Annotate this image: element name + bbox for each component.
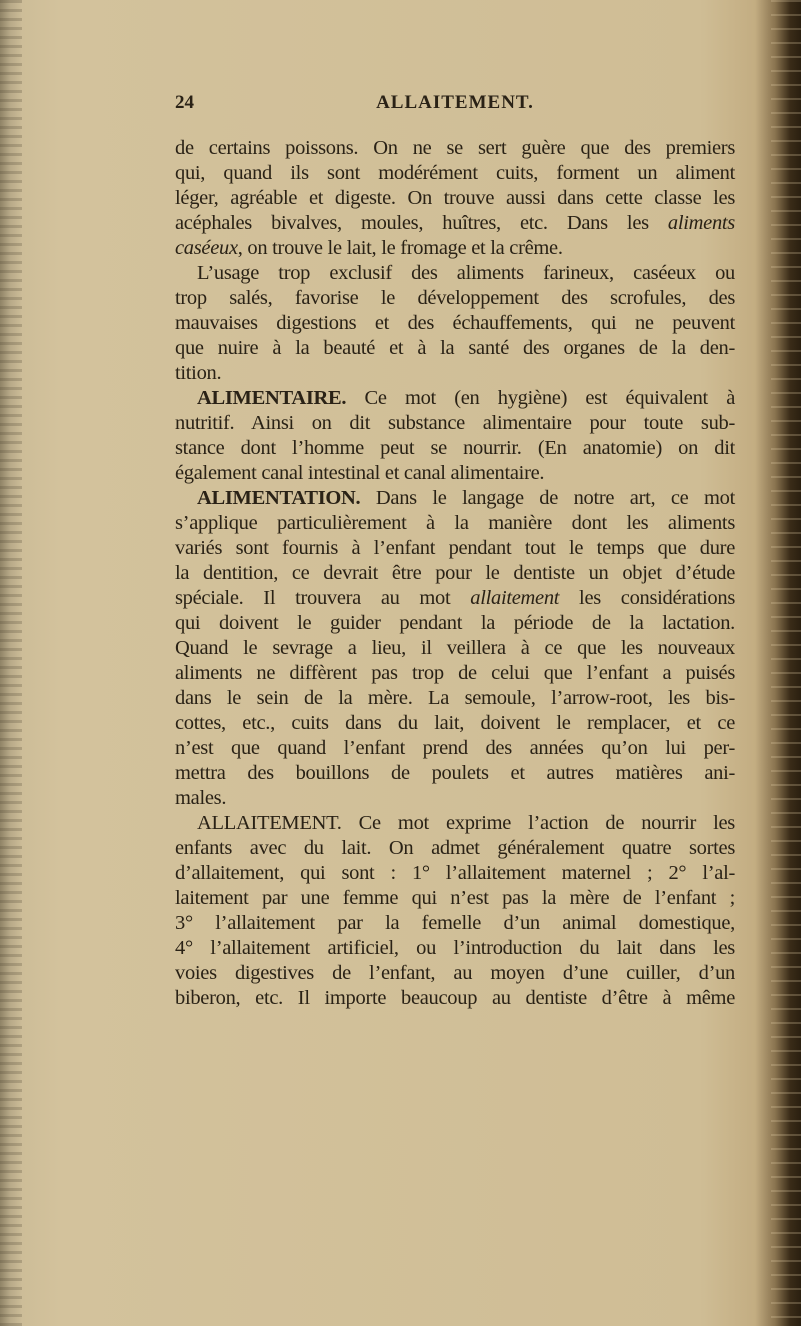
text-line [175, 836, 735, 861]
text-line [175, 311, 735, 336]
text-line [175, 611, 735, 636]
text-run: voies digestives de l’enfant, au moyen d’une cuiller, d’un [175, 962, 735, 984]
text-run: léger, agréable et digeste. On trouve aussi dans cette classe les [175, 187, 735, 209]
text-run: stance dont l’homme peut se nourrir. (En anatomie) on dit [175, 437, 735, 459]
text-run: variés sont fournis à l’enfant pendant tout le temps que dure [175, 537, 735, 559]
text-line [175, 711, 735, 736]
text-run: qui doivent le guider pendant la période de la lactation. [175, 612, 735, 634]
text-run: la dentition, ce devrait être pour le dentiste un objet d’étude [175, 562, 735, 584]
text-line [175, 986, 735, 1011]
text-run: , on trouve le lait, le fromage et la crême. [237, 237, 563, 259]
text-run: nutritif. Ainsi on dit substance alimentaire pour toute sub- [175, 412, 735, 434]
text-run: mettra des bouillons de poulets et autres matières ani- [175, 762, 735, 784]
text-line [175, 736, 735, 761]
text-run: dans le sein de la mère. La semoule, l’arrow-root, les bis- [175, 687, 735, 709]
text-line [175, 761, 735, 786]
text-line [175, 886, 735, 911]
text-line [175, 136, 735, 161]
running-title: ALLAITEMENT. [376, 92, 534, 113]
text-run: d’allaitement, qui sont : 1° l’allaitement maternel ; 2° l’al- [175, 862, 735, 884]
text-run: spéciale. Il trouvera au mot [175, 587, 471, 609]
text-line [175, 261, 735, 286]
text-line [175, 161, 735, 186]
text-line [175, 786, 735, 811]
text-run: n’est que quand l’enfant prend des années qu’on lui per- [175, 737, 735, 759]
italic-text: allaitement [470, 587, 560, 609]
text-run: qui, quand ils sont modérément cuits, forment un aliment [175, 162, 735, 184]
text-line [175, 811, 735, 836]
text-line [175, 486, 735, 511]
text-line [175, 586, 735, 611]
text-run: tition. [175, 362, 222, 384]
text-run: aliments ne diffèrent pas trop de celui que l’enfant a puisés [175, 662, 735, 684]
text-line [175, 511, 735, 536]
text-line [175, 636, 735, 661]
text-run: acéphales bivalves, moules, huîtres, etc. Dans les [175, 212, 668, 234]
text-line [175, 286, 735, 311]
text-line [175, 436, 735, 461]
text-line [175, 186, 735, 211]
italic-text: aliments [667, 212, 735, 234]
italic-text: caséeux [175, 237, 238, 259]
text-line [175, 386, 735, 411]
text-run: ALLAITEMENT. [197, 812, 342, 834]
entry-term: ALIMENTAIRE. [197, 387, 347, 409]
text-run: 4° l’allaitement artificiel, ou l’introduction du lait dans les [175, 937, 735, 959]
text-line [175, 686, 735, 711]
text-run: enfants avec du lait. On admet généralement quatre sortes [175, 837, 735, 859]
text-run: mauvaises digestions et des échauffements, qui ne peuvent [175, 312, 735, 334]
text-line [175, 461, 735, 486]
text-run: également canal intestinal et canal alimentaire. [175, 462, 545, 484]
text-run: Ce mot (en hygiène) est équivalent à [346, 387, 735, 409]
text-line [175, 536, 735, 561]
text-run: Dans le langage de notre art, ce mot [360, 487, 735, 509]
text-run: de certains poissons. On ne se sert guère que des premiers [175, 137, 735, 159]
text-run: L’usage trop exclusif des aliments farineux, caséeux ou [197, 262, 735, 284]
text-run: s’applique particulièrement à la manière dont les aliments [175, 512, 735, 534]
text-run: laitement par une femme qui n’est pas la mère de l’enfant ; [175, 887, 735, 909]
book-binding-edge [0, 0, 22, 1326]
text-run: males. [175, 787, 227, 809]
text-line [175, 861, 735, 886]
text-run: que nuire à la beauté et à la santé des organes de la den- [175, 337, 735, 359]
entry-term: ALIMENTATION. [197, 487, 361, 509]
text-line [175, 661, 735, 686]
text-run: les considérations [559, 587, 735, 609]
text-run: Ce mot exprime l’action de nourrir les [341, 812, 735, 834]
text-line [175, 211, 735, 236]
text-line [175, 236, 735, 261]
text-line [175, 961, 735, 986]
text-line [175, 561, 735, 586]
text-line [175, 911, 735, 936]
text-line [175, 411, 735, 436]
text-line [175, 936, 735, 961]
text-run: Quand le sevrage a lieu, il veillera à ce que les nouveaux [175, 637, 735, 659]
page-header [175, 92, 735, 118]
text-run: 3° l’allaitement par la femelle d’un animal domestique, [175, 912, 735, 934]
body-text [175, 136, 735, 1011]
text-line [175, 336, 735, 361]
text-line [175, 361, 735, 386]
text-run: biberon, etc. Il importe beaucoup au dentiste d’être à même [175, 987, 735, 1009]
text-run: trop salés, favorise le développement des scrofules, des [175, 287, 735, 309]
page-number: 24 [175, 92, 194, 113]
text-run: cottes, etc., cuits dans du lait, doivent le remplacer, et ce [175, 712, 735, 734]
page-stack-edge [771, 0, 801, 1326]
